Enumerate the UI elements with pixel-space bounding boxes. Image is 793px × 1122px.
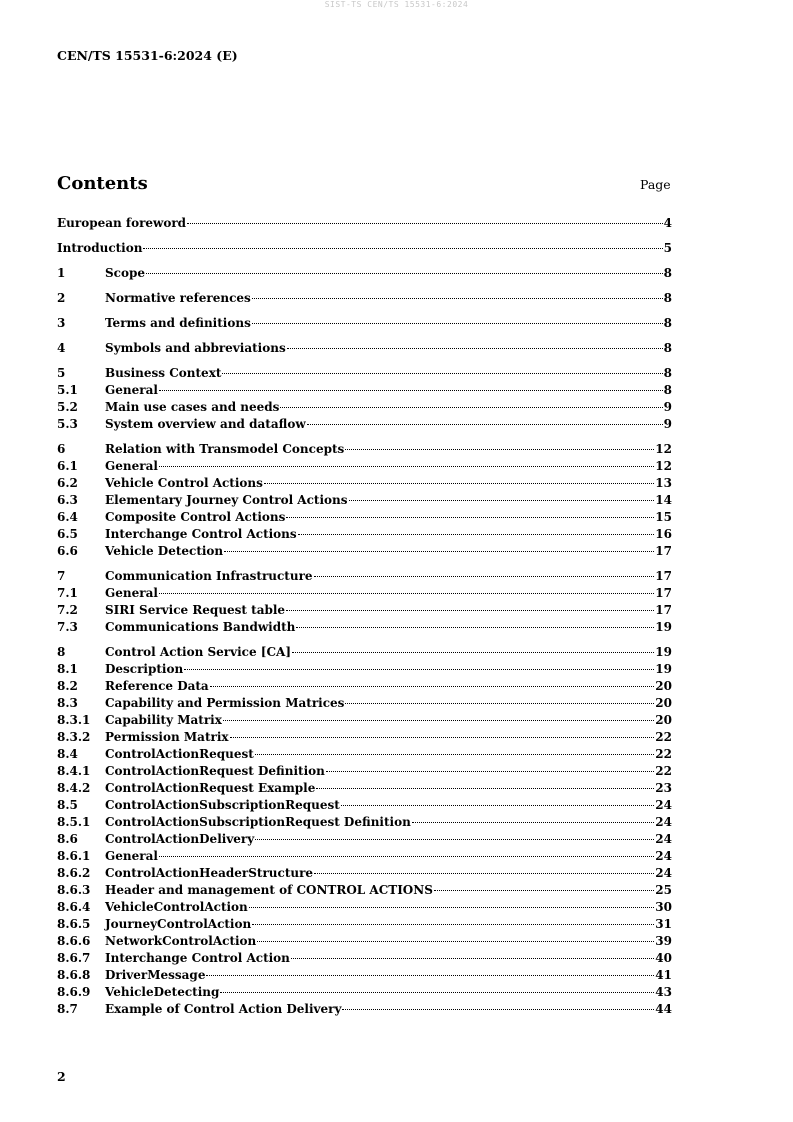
toc-entry[interactable] [57,619,672,636]
toc-entry-page: 17 [655,569,672,583]
dot-leader [255,754,654,755]
toc-entry-number: 8.6.9 [57,985,91,999]
toc-entry-title: ControlActionRequest Definition [105,764,325,778]
toc-entry-number: 5 [57,366,66,380]
toc-entry-title: Symbols and abbreviations [105,341,286,355]
toc-entry[interactable] [57,602,672,619]
toc-entry[interactable] [57,950,672,967]
toc-entry-page: 9 [663,417,672,431]
toc-entry-title: Introduction [57,241,143,255]
toc-entry-title: General [105,849,158,863]
dot-leader [307,424,663,425]
toc-entry-page: 41 [655,968,672,982]
toc-entry[interactable] [57,933,672,950]
toc-entry[interactable] [57,526,672,543]
dot-leader [222,373,662,374]
toc-entry[interactable] [57,382,672,399]
toc-entry-page: 31 [655,917,672,931]
toc-entry[interactable] [57,585,672,602]
dot-leader [345,449,654,450]
dot-leader [314,873,654,874]
toc-entry-page: 19 [655,662,672,676]
toc-entry-title: Vehicle Control Actions [105,476,263,490]
toc-entry-number: 4 [57,341,66,355]
toc-entry-number: 5.2 [57,400,78,414]
toc-entry[interactable] [57,265,672,282]
toc-entry-number: 8.6.7 [57,951,91,965]
dot-leader [252,924,654,925]
dot-leader [184,669,654,670]
toc-entry-title: General [105,383,158,397]
toc-entry-title: VehicleDetecting [105,985,220,999]
dot-leader [252,298,663,299]
footer-page-number: 2 [57,1069,66,1084]
toc-entry-number: 8.6.3 [57,883,91,897]
watermark: SIST-TS CEN/TS 15531-6:2024 [324,0,469,9]
dot-leader [252,323,663,324]
toc-entry-title: System overview and dataflow [105,417,306,431]
toc-entry-number: 3 [57,316,66,330]
toc-entry-title: Elementary Journey Control Actions [105,493,348,507]
toc-entry-page: 22 [655,764,672,778]
toc-entry-number: 7 [57,569,66,583]
toc-entry-page: 24 [655,815,672,829]
toc-entry-title: ControlActionSubscriptionRequest Definition [105,815,411,829]
toc-entry-number: 8.6.2 [57,866,91,880]
toc-entry-page: 8 [663,366,672,380]
toc-entry-title: Reference Data [105,679,209,693]
toc-entry[interactable] [57,984,672,1001]
dot-leader [249,907,655,908]
toc-entry-title: Business Context [105,366,222,380]
toc-entry-page: 19 [655,645,672,659]
toc-entry-page: 30 [655,900,672,914]
toc-entry-number: 8.3.2 [57,730,91,744]
dot-leader [316,788,654,789]
toc-entry-title: NetworkControlAction [105,934,257,948]
toc-entry[interactable] [57,712,672,729]
dot-leader [143,248,662,249]
dot-leader [159,856,654,857]
toc-entry-title: JourneyControlAction [105,917,252,931]
toc-entry-page: 15 [655,510,672,524]
toc-entry-page: 23 [655,781,672,795]
toc-entry-title: Normative references [105,291,251,305]
toc-entry-page: 39 [655,934,672,948]
toc-entry-page: 44 [655,1002,672,1016]
toc-entry[interactable] [57,475,672,492]
dot-leader [220,992,654,993]
toc-entry-number: 8.4.1 [57,764,91,778]
toc-entry-title: DriverMessage [105,968,206,982]
toc-entry-title: Description [105,662,184,676]
toc-entry-title: ControlActionSubscriptionRequest [105,798,340,812]
toc-entry-number: 6.4 [57,510,78,524]
dot-leader [296,627,654,628]
dot-leader [298,534,655,535]
dot-leader [187,223,663,224]
toc-entry-title: Interchange Control Actions [105,527,297,541]
toc-entry-title: ControlActionRequest [105,747,254,761]
toc-entry[interactable] [57,290,672,307]
toc-entry-number: 8.6.6 [57,934,91,948]
toc-entry-page: 20 [655,713,672,727]
dot-leader [280,407,662,408]
toc-entry-number: 5.1 [57,383,78,397]
toc-entry-page: 4 [663,216,672,230]
dot-leader [223,720,654,721]
toc-entry[interactable] [57,441,672,458]
toc-entry-number: 8 [57,645,66,659]
toc-entry-title: Main use cases and needs [105,400,280,414]
document-identifier: CEN/TS 15531-6:2024 (E) [57,48,238,63]
toc-entry[interactable] [57,967,672,984]
dot-leader [287,348,663,349]
toc-entry-title: Terms and definitions [105,316,251,330]
toc-entry[interactable] [57,416,672,433]
toc-entry[interactable] [57,848,672,865]
toc-entry-page: 43 [655,985,672,999]
toc-entry[interactable] [57,340,672,357]
toc-entry-page: 9 [663,400,672,414]
toc-entry-title: Interchange Control Action [105,951,290,965]
dot-leader [159,390,663,391]
toc-entry-page: 17 [655,544,672,558]
toc-entry-number: 8.7 [57,1002,78,1016]
dot-leader [342,1009,654,1010]
toc-entry-title: General [105,586,158,600]
toc-entry-page: 8 [663,383,672,397]
toc-entry[interactable] [57,916,672,933]
toc-entry-page: 8 [663,266,672,280]
toc-entry-page: 5 [663,241,672,255]
toc-entry-title: Communication Infrastructure [105,569,313,583]
toc-entry-page: 25 [655,883,672,897]
toc-entry-number: 6.2 [57,476,78,490]
toc-entry[interactable] [57,831,672,848]
toc-entry-page: 24 [655,832,672,846]
table-of-contents [57,215,672,1018]
toc-entry-title: Header and management of CONTROL ACTIONS [105,883,433,897]
toc-entry-number: 8.6.4 [57,900,91,914]
toc-entry-title: Permission Matrix [105,730,229,744]
dot-leader [159,466,654,467]
toc-entry[interactable] [57,695,672,712]
toc-entry-page: 24 [655,849,672,863]
toc-entry[interactable] [57,365,672,382]
toc-entry-title: Vehicle Detection [105,544,224,558]
toc-entry-number: 6.1 [57,459,78,473]
toc-entry[interactable] [57,661,672,678]
toc-entry-number: 8.6 [57,832,78,846]
dot-leader [159,593,654,594]
toc-entry[interactable] [57,509,672,526]
toc-entry-title: Example of Control Action Delivery [105,1002,342,1016]
dot-leader [206,975,654,976]
page-column-heading: Page [640,177,671,192]
toc-entry[interactable] [57,746,672,763]
toc-entry-number: 8.3.1 [57,713,91,727]
toc-entry[interactable] [57,543,672,560]
toc-entry-number: 7.3 [57,620,78,634]
toc-entry-page: 8 [663,316,672,330]
toc-entry-title: Capability and Permission Matrices [105,696,345,710]
toc-entry-title: ControlActionRequest Example [105,781,316,795]
toc-entry-title: Capability Matrix [105,713,222,727]
toc-entry[interactable] [57,814,672,831]
toc-entry[interactable] [57,315,672,332]
toc-entry-page: 22 [655,747,672,761]
toc-entry-title: Communications Bandwidth [105,620,296,634]
toc-entry-title: ControlActionHeaderStructure [105,866,314,880]
toc-entry[interactable] [57,865,672,882]
toc-entry-page: 14 [655,493,672,507]
toc-entry-title: Relation with Transmodel Concepts [105,442,345,456]
toc-entry-title: General [105,459,158,473]
toc-entry-number: 8.1 [57,662,78,676]
toc-entry[interactable] [57,729,672,746]
toc-entry-page: 20 [655,696,672,710]
toc-entry-page: 8 [663,291,672,305]
toc-entry[interactable] [57,678,672,695]
toc-entry-number: 6.3 [57,493,78,507]
toc-entry[interactable] [57,1001,672,1018]
toc-entry-number: 8.6.5 [57,917,91,931]
toc-entry-page: 12 [655,459,672,473]
toc-entry-number: 8.6.8 [57,968,91,982]
dot-leader [292,652,654,653]
toc-entry-number: 2 [57,291,66,305]
toc-entry[interactable] [57,780,672,797]
toc-entry-number: 6 [57,442,66,456]
toc-entry-number: 8.5.1 [57,815,91,829]
contents-heading: Contents [57,173,148,194]
dot-leader [314,576,655,577]
toc-entry[interactable] [57,899,672,916]
toc-entry-page: 24 [655,798,672,812]
toc-entry[interactable] [57,458,672,475]
dot-leader [146,273,663,274]
toc-entry-page: 20 [655,679,672,693]
dot-leader [326,771,654,772]
dot-leader [286,517,654,518]
toc-entry[interactable] [57,568,672,585]
toc-entry-number: 7.2 [57,603,78,617]
toc-entry-page: 17 [655,603,672,617]
toc-entry-page: 12 [655,442,672,456]
toc-entry[interactable] [57,644,672,661]
dot-leader [341,805,655,806]
toc-entry-title: Scope [105,266,146,280]
toc-entry[interactable] [57,492,672,509]
toc-entry-page: 13 [655,476,672,490]
toc-entry-number: 6.5 [57,527,78,541]
toc-entry[interactable] [57,763,672,780]
dot-leader [257,941,654,942]
dot-leader [224,551,654,552]
dot-leader [255,839,654,840]
toc-entry[interactable] [57,399,672,416]
dot-leader [349,500,655,501]
toc-entry-title: ControlActionDelivery [105,832,255,846]
toc-entry-number: 8.4 [57,747,78,761]
dot-leader [210,686,655,687]
toc-entry-page: 17 [655,586,672,600]
dot-leader [412,822,654,823]
toc-entry-number: 8.2 [57,679,78,693]
toc-entry-number: 8.4.2 [57,781,91,795]
toc-entry-title: Control Action Service [CA] [105,645,291,659]
toc-entry-title: VehicleControlAction [105,900,248,914]
toc-entry-page: 22 [655,730,672,744]
toc-entry-page: 8 [663,341,672,355]
toc-entry-page: 24 [655,866,672,880]
toc-entry-page: 40 [655,951,672,965]
dot-leader [264,483,654,484]
dot-leader [230,737,655,738]
dot-leader [291,958,654,959]
toc-entry[interactable] [57,882,672,899]
toc-entry-number: 5.3 [57,417,78,431]
dot-leader [434,890,654,891]
toc-entry-title: European foreword [57,216,187,230]
toc-entry-page: 16 [655,527,672,541]
toc-entry-number: 6.6 [57,544,78,558]
toc-entry-title: SIRI Service Request table [105,603,286,617]
toc-entry-number: 1 [57,266,66,280]
toc-entry-number: 8.3 [57,696,78,710]
toc-entry-page: 19 [655,620,672,634]
toc-entry[interactable] [57,215,672,232]
dot-leader [345,703,654,704]
toc-entry-number: 8.6.1 [57,849,91,863]
dot-leader [286,610,654,611]
toc-entry-number: 8.5 [57,798,78,812]
toc-entry[interactable] [57,797,672,814]
toc-entry[interactable] [57,240,672,257]
toc-entry-title: Composite Control Actions [105,510,286,524]
toc-entry-number: 7.1 [57,586,78,600]
